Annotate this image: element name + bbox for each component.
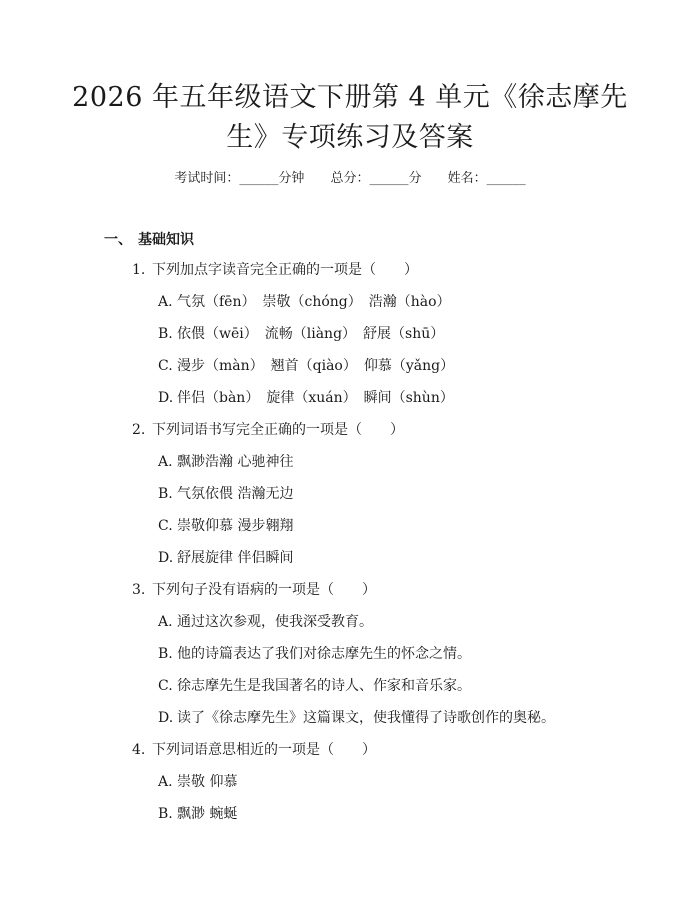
question-number: 4. [132, 742, 146, 758]
option-text: 舒展旋律 伴侣瞬间 [177, 550, 294, 566]
option-label: A. [158, 614, 173, 630]
question-3 [132, 580, 376, 600]
question-2-option-b [158, 484, 293, 504]
section-title: 基础知识 [138, 232, 194, 248]
question-2-option-d [158, 548, 293, 568]
question-4 [132, 740, 376, 760]
option-text: 漫步（màn） 翘首（qiào） 仰慕（yǎng） [177, 358, 455, 374]
option-label: D. [158, 710, 174, 726]
option-text: 读了《徐志摩先生》这篇课文，使我懂得了诗歌创作的奥秘。 [177, 710, 555, 726]
option-label: C. [158, 358, 173, 374]
question-3-option-a [158, 612, 373, 632]
exam-info-line [0, 170, 700, 188]
question-text: 下列加点字读音完全正确的一项是（ ） [152, 262, 418, 278]
question-2-option-a [158, 452, 293, 472]
question-1-option-d [158, 388, 454, 408]
option-text: 飘渺浩瀚 心驰神往 [177, 454, 294, 470]
option-label: B. [158, 326, 173, 342]
question-1-option-a [158, 292, 451, 312]
student-name-field: 姓名：______ [447, 171, 526, 186]
option-label: B. [158, 646, 173, 662]
option-text: 通过这次参观，使我深受教育。 [177, 614, 373, 630]
total-score-field: 总分：______分 [330, 171, 422, 186]
option-text: 他的诗篇表达了我们对徐志摩先生的怀念之情。 [177, 646, 471, 662]
option-label: D. [158, 550, 174, 566]
question-number: 3. [132, 582, 146, 598]
document-title: 2026 年五年级语文下册第 4 单元《徐志摩先生》专项练习及答案 [72, 82, 628, 153]
exam-time-field: 考试时间：______分钟 [174, 171, 305, 186]
option-label: D. [158, 390, 174, 406]
question-4-option-a [158, 772, 237, 792]
question-text: 下列词语书写完全正确的一项是（ ） [152, 422, 404, 438]
question-3-option-d [158, 708, 555, 728]
question-3-option-b [158, 644, 471, 664]
option-text: 伴侣（bàn） 旋律（xuán） 瞬间（shùn） [177, 390, 454, 406]
question-number: 2. [132, 422, 146, 438]
question-2-option-c [158, 516, 293, 536]
question-1-option-c [158, 356, 454, 376]
section-heading [104, 230, 194, 250]
option-label: A. [158, 774, 173, 790]
question-3-option-c [158, 676, 471, 696]
option-text: 徐志摩先生是我国著名的诗人、作家和音乐家。 [177, 678, 471, 694]
option-label: B. [158, 486, 173, 502]
section-number: 一、 [104, 232, 132, 248]
option-text: 气氛依偎 浩瀚无边 [177, 486, 294, 502]
option-label: B. [158, 806, 173, 822]
option-label: A. [158, 294, 173, 310]
option-text: 崇敬仰慕 漫步翱翔 [177, 518, 294, 534]
question-2 [132, 420, 404, 440]
option-text: 崇敬 仰慕 [177, 774, 238, 790]
option-label: C. [158, 678, 173, 694]
question-text: 下列词语意思相近的一项是（ ） [152, 742, 376, 758]
option-text: 气氛（fēn） 崇敬（chóng） 浩瀚（hào） [177, 294, 451, 310]
question-number: 1. [132, 262, 146, 278]
option-text: 依偎（wēi） 流畅（liàng） 舒展（shū） [177, 326, 445, 342]
option-label: A. [158, 454, 173, 470]
question-1-option-b [158, 324, 444, 344]
question-4-option-b [158, 804, 237, 824]
question-text: 下列句子没有语病的一项是（ ） [152, 582, 376, 598]
question-1 [132, 260, 418, 280]
option-text: 飘渺 蜿蜒 [177, 806, 238, 822]
option-label: C. [158, 518, 173, 534]
